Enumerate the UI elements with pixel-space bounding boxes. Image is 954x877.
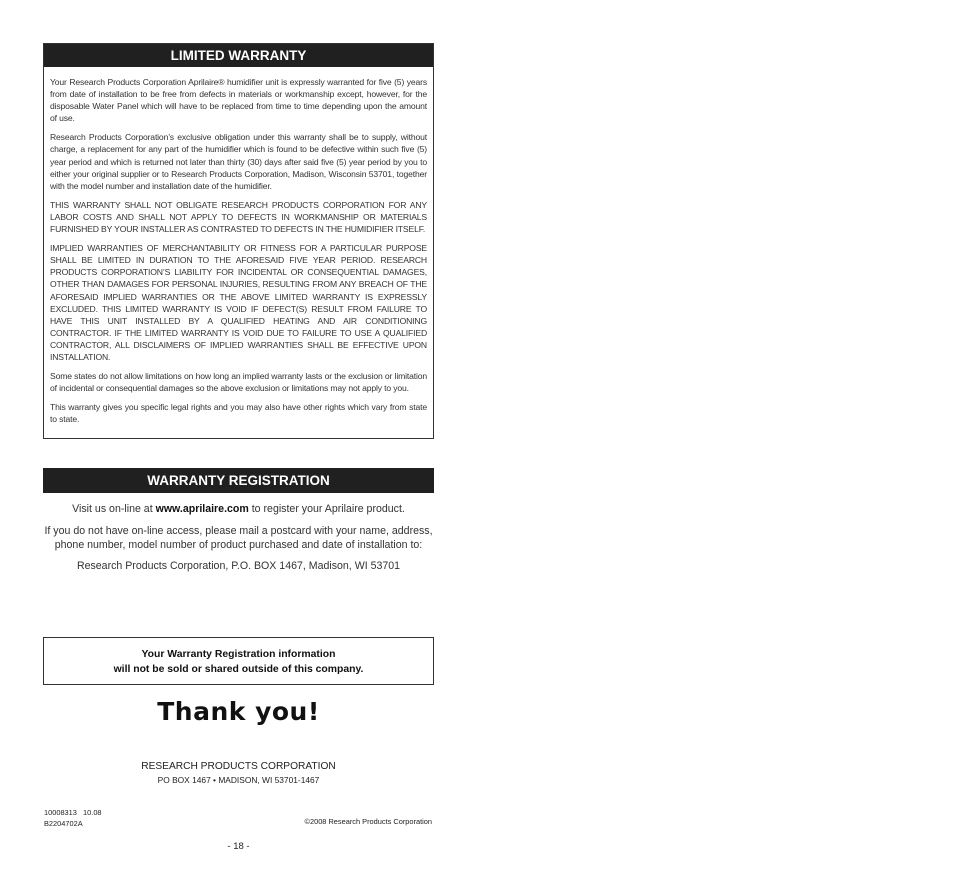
registration-mail-text: If you do not have on-line access, please mail a postcard with your name, address, phone number, model number of product purchased and date of installation to: [44, 525, 433, 551]
registration-mail-address: Research Products Corporation, P.O. BOX 1467, Madison, WI 53701 [76, 560, 401, 572]
visit-suffix: to register your Aprilaire product. [248, 503, 405, 515]
document-revision: B2204702A [44, 818, 83, 828]
website-link[interactable]: www.aprilaire.com [155, 503, 249, 515]
limited-warranty-title: LIMITED WARRANTY [44, 44, 433, 67]
limited-warranty-box [43, 43, 434, 439]
document-code: 10008313 10.08 [44, 808, 102, 817]
warranty-paragraph-4: IMPLIED WARRANTIES OF MERCHANTABILITY OR FITNESS FOR A PARTICULAR PURPOSE SHALL BE LIMITED IN DURATION TO THE AFORESAID FIVE YEAR PERIOD. RESEARCH PRODUCTS CORPORATION’S LIABILITY FOR INCIDENTAL OR CONSEQUENTIAL DAMAGES, OTHER THAN DAMAGES FOR PERSONAL INJURIES, RESULTING FROM ANY BREACH OF THE AFORESAID IMPLIED WARRANTIES OR THE ABOVE LIMITED WARRANTY IS EXPRESSLY EXCLUDED. THIS LIMITED WARRANTY IS VOID IF DEFECT(S) RESULT FROM FAILURE TO HAVE THIS UNIT INSTALLED BY A QUALIFIED HEATING AND AIR CONDITIONING CONTRACTOR. IF THE LIMITED WARRANTY IS VOID DUE TO FAILURE TO USE A QUALIFIED CONTRACTOR, ALL DISCLAIMERS OF IMPLIED WARRANTIES SHALL BE EFFECTIVE UPON INSTALLATION. [50, 243, 427, 362]
page-number: - 18 - [227, 841, 250, 852]
warranty-registration-title: WARRANTY REGISTRATION [43, 468, 434, 493]
warranty-paragraph-6: This warranty gives you specific legal rights and you may also have other rights which vary from state to state. [50, 402, 427, 425]
privacy-notice-line-1: Your Warranty Registration information [141, 649, 336, 660]
document-id [44, 808, 102, 829]
thank-you-heading: Thank you! [157, 697, 320, 726]
warranty-paragraph-3: THIS WARRANTY SHALL NOT OBLIGATE RESEARCH PRODUCTS CORPORATION FOR ANY LABOR COSTS AND SHALL NOT APPLY TO DEFECTS IN WORKMANSHIP OR MATERIALS FURNISHED BY YOUR INSTALLER AS CONTRASTED TO DEFECTS IN THE HUMIDIFIER ITSELF. [50, 199, 427, 235]
copyright-notice: ©2008 Research Products Corporation [304, 817, 432, 826]
warranty-paragraph-1: Your Research Products Corporation Aprilaire® humidifier unit is expressly warranted for five (5) years from date of installation to be free from defects in materials or workmanship except, however, for the disposable Water Panel which will have to be replaced from time to time depending upon the amount of use. [50, 77, 427, 124]
footer-company-name: RESEARCH PRODUCTS CORPORATION [141, 761, 336, 772]
warranty-paragraph-5: Some states do not allow limitations on how long an implied warranty lasts or the exclusion or limitation of incidental or consequential damages so the above exclusion or limitations may not apply to you. [50, 371, 427, 394]
registration-visit-line [43, 502, 434, 516]
visit-prefix: Visit us on-line at [72, 503, 156, 515]
privacy-notice-box [43, 637, 434, 685]
footer-company-address: PO BOX 1467 • MADISON, WI 53701-1467 [157, 775, 320, 785]
privacy-notice-line-2: will not be sold or shared outside of this company. [113, 664, 364, 675]
limited-warranty-body [44, 67, 433, 425]
warranty-paragraph-2: Research Products Corporation’s exclusive obligation under this warranty shall be to supply, without charge, a replacement for any part of the humidifier which is found to be defective within such five (5) year period and which is returned not later than thirty (30) days after said five (5) year period by you to either your original supplier or to Research Products Corporation, Madison, Wisconsin 53701, together with the model number and installation date of the humidifier. [50, 132, 427, 191]
